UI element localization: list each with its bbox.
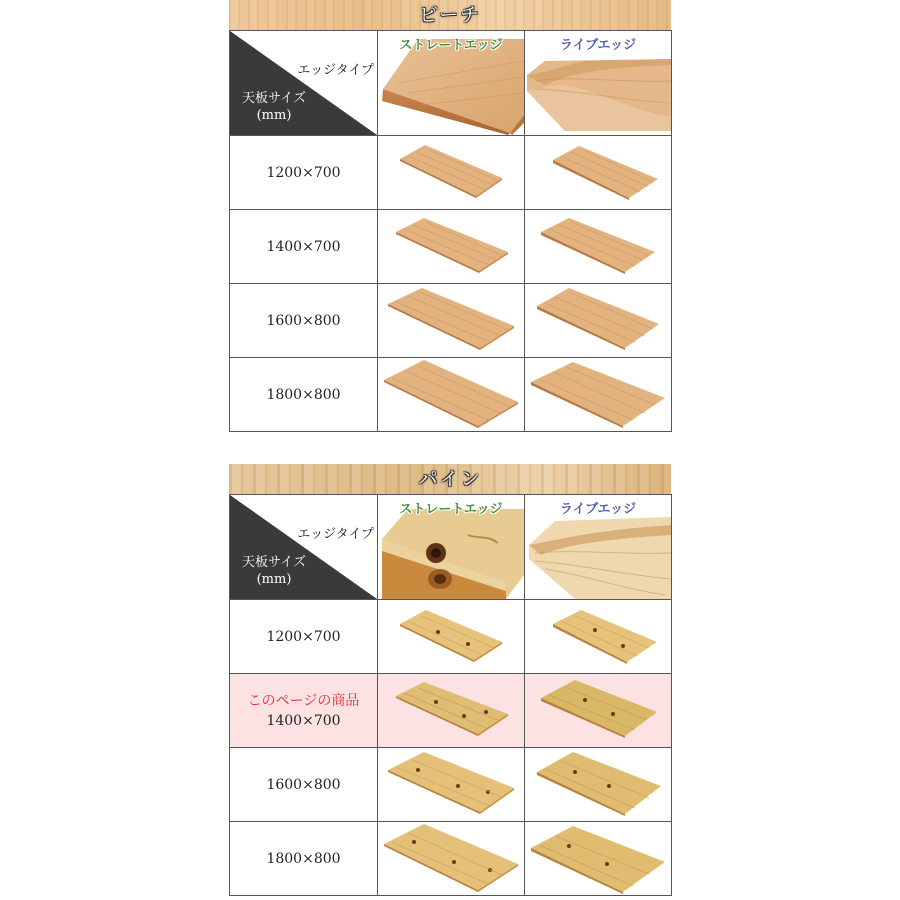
beech-straight-board-1200 [378, 136, 524, 209]
edge-type-label: エッジタイプ [297, 527, 374, 542]
plate-size-label: 天板サイズ [242, 555, 306, 570]
edge-type-label: エッジタイプ [297, 63, 374, 78]
table-row [230, 136, 672, 210]
pine-live-board-1600 [525, 748, 671, 821]
table-row [230, 358, 672, 432]
pine-live-board-1200 [525, 600, 671, 673]
beech-title: ビーチ [418, 4, 482, 26]
beech-straight-board-1600 [378, 284, 524, 357]
straight-edge-label: ストレートエッジ [399, 502, 503, 517]
size-label: 1200×700 [266, 164, 341, 181]
beech-straight-board-1400 [378, 210, 524, 283]
unit-label: (mm) [256, 572, 292, 587]
beech-live-board-1400 [525, 210, 671, 283]
beech-straight-board-1800 [378, 358, 524, 431]
pine-banner [229, 464, 671, 494]
pine-size-table [229, 494, 672, 896]
pine-live-board-1800 [525, 822, 671, 895]
beech-live-board-1800 [525, 358, 671, 431]
table-row-current-product [230, 674, 672, 748]
size-label: 1400×700 [266, 712, 341, 729]
beech-size-table [229, 30, 672, 432]
pine-straight-board-1800 [378, 822, 524, 895]
table-row [230, 822, 672, 896]
live-edge-label: ライブエッジ [559, 38, 637, 53]
size-label: 1600×800 [266, 312, 341, 329]
table-header-row [230, 31, 672, 136]
unit-label: (mm) [256, 108, 292, 123]
beech-live-board-1600 [525, 284, 671, 357]
pine-live-board-1400 [525, 674, 671, 747]
size-label: 1800×800 [266, 850, 341, 867]
size-label: 1400×700 [266, 238, 341, 255]
size-label: 1800×800 [266, 386, 341, 403]
plate-size-label: 天板サイズ [242, 91, 306, 106]
table-header-row [230, 495, 672, 600]
corner-header [230, 31, 377, 135]
pine-straight-board-1200 [378, 600, 524, 673]
straight-edge-label: ストレートエッジ [399, 38, 503, 53]
pine-straight-board-1600 [378, 748, 524, 821]
pine-title: パイン [418, 468, 482, 490]
beech-live-board-1200 [525, 136, 671, 209]
size-label: 1600×800 [266, 776, 341, 793]
this-page-product-label: このページの商品 [247, 692, 360, 709]
table-row [230, 284, 672, 358]
beech-banner [229, 0, 671, 30]
table-row [230, 210, 672, 284]
table-row [230, 600, 672, 674]
table-row [230, 748, 672, 822]
pine-straight-board-1400 [378, 674, 524, 747]
live-edge-label: ライブエッジ [559, 502, 637, 517]
corner-header [230, 495, 377, 599]
size-label: 1200×700 [266, 628, 341, 645]
